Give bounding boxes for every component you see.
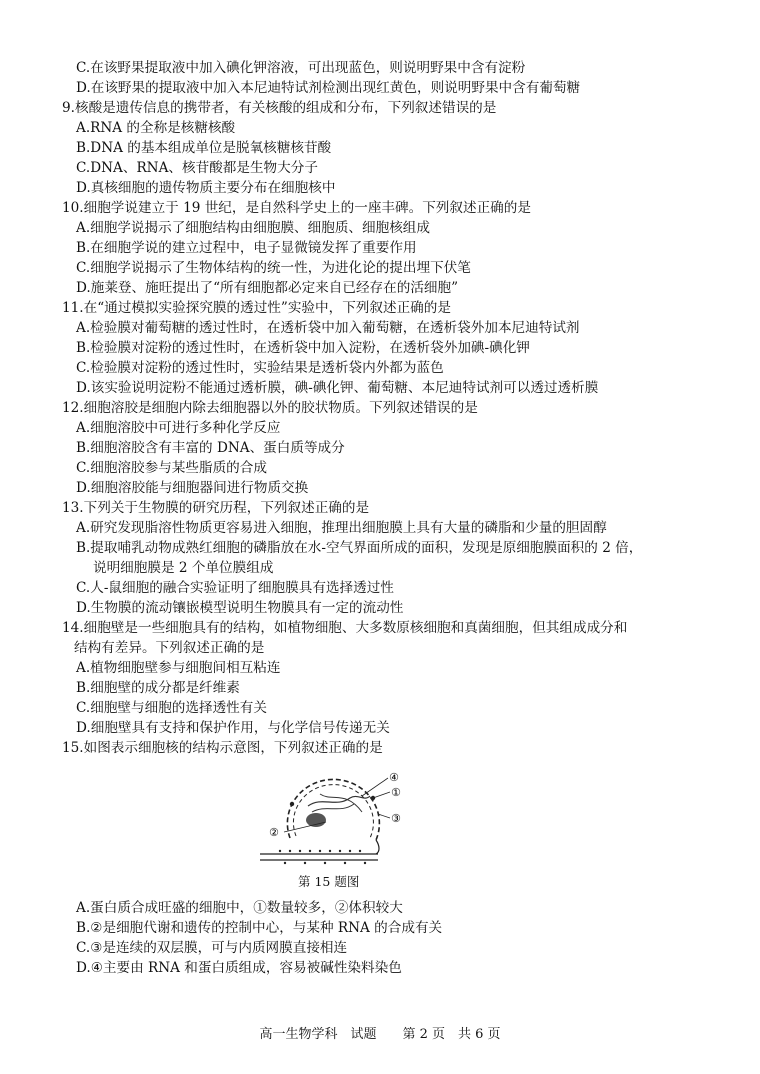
- q13-option-b-continued: 说明细胞膜是 2 个单位膜组成: [93, 560, 274, 576]
- figure-label-2: ②: [269, 826, 279, 839]
- q11-option-d: D.该实验说明淀粉不能通过透析膜，碘-碘化钾、葡萄糖、本尼迪特试剂可以透过透析膜: [76, 380, 599, 396]
- page-footer: 高一生物学科 试题 第 2 页 共 6 页: [259, 1027, 501, 1042]
- figure-label-1: ①: [391, 786, 401, 799]
- figure-label-3: ③: [391, 812, 401, 825]
- q10-option-d: D.施莱登、施旺提出了“所有细胞都必定来自已经存在的活细胞”: [76, 280, 459, 296]
- figure-caption: 第 15 题图: [298, 874, 360, 889]
- q14-option-b: B.细胞壁的成分都是纤维素: [76, 680, 240, 696]
- q8-option-c: C.在该野果提取液中加入碘化钾溶液，可出现蓝色，则说明野果中含有淀粉: [76, 60, 526, 76]
- q9-option-d: D.真核细胞的遗传物质主要分布在细胞核中: [76, 180, 336, 196]
- q14-option-a: A.植物细胞壁参与细胞间相互粘连: [76, 660, 281, 676]
- q12-option-a: A.细胞溶胶中可进行多种化学反应: [76, 420, 281, 436]
- q13-option-b: B.提取哺乳动物成熟红细胞的磷脂放在水-空气界面所成的面积，发现是原细胞膜面积的 2 倍，: [76, 540, 643, 556]
- nuclear-pore: [290, 802, 294, 806]
- nuclear-envelope-outer: [287, 779, 379, 840]
- q9-option-a: A.RNA 的全称是核糖核酸: [76, 120, 236, 136]
- q12-option-b: B.细胞溶胶含有丰富的 DNA、蛋白质等成分: [76, 440, 345, 456]
- q10-option-a: A.细胞学说揭示了细胞结构由细胞膜、细胞质、细胞核组成: [76, 220, 430, 236]
- question-10-stem: 10.细胞学说建立于 19 世纪，是自然科学史上的一座丰碑。下列叙述正确的是: [62, 200, 531, 216]
- q8-option-d: D.在该野果的提取液中加入本尼迪特试剂检测出现红黄色，则说明野果中含有葡萄糖: [76, 80, 581, 96]
- q15-option-a: A.蛋白质合成旺盛的细胞中，①数量较多，②体积较大: [76, 900, 403, 916]
- nucleus-diagram: [250, 768, 420, 868]
- question-9-stem: 9.核酸是遗传信息的携带者，有关核酸的组成和分布，下列叙述错误的是: [62, 100, 497, 116]
- q14-option-d: D.细胞壁具有支持和保护作用，与化学信号传递无关: [76, 720, 390, 736]
- q12-option-d: D.细胞溶胶能与细胞器间进行物质交换: [76, 480, 309, 496]
- ribosomes: [279, 850, 366, 864]
- q11-option-a: A.检验膜对葡萄糖的透过性时，在透析袋中加入葡萄糖，在透析袋外加本尼迪特试剂: [76, 320, 580, 336]
- question-11-stem: 11.在“通过模拟实验探究膜的透过性”实验中，下列叙述正确的是: [62, 300, 451, 316]
- question-12-stem: 12.细胞溶胶是细胞内除去细胞器以外的胶状物质。下列叙述错误的是: [62, 400, 478, 416]
- q13-option-c: C.人-鼠细胞的融合实验证明了细胞膜具有选择透过性: [76, 580, 394, 596]
- q13-option-d: D.生物膜的流动镶嵌模型说明生物膜具有一定的流动性: [76, 600, 404, 616]
- q9-option-c: C.DNA、RNA、核苷酸都是生物大分子: [76, 160, 318, 176]
- q9-option-b: B.DNA 的基本组成单位是脱氧核糖核苷酸: [76, 140, 332, 156]
- q11-option-b: B.检验膜对淀粉的透过性时，在透析袋中加入淀粉，在透析袋外加碘-碘化钾: [76, 340, 530, 356]
- q10-option-b: B.在细胞学说的建立过程中，电子显微镜发挥了重要作用: [76, 240, 417, 256]
- nucleolus: [306, 813, 326, 827]
- q15-option-d: D.④主要由 RNA 和蛋白质组成，容易被碱性染料染色: [76, 960, 402, 976]
- question-15-stem: 15.如图表示细胞核的结构示意图，下列叙述正确的是: [62, 740, 383, 756]
- question-14-stem: 14.细胞壁是一些细胞具有的结构，如植物细胞、大多数原核细胞和真菌细胞，但其组成成分和: [62, 620, 628, 636]
- figure-label-4: ④: [389, 771, 399, 784]
- q12-option-c: C.细胞溶胶参与某些脂质的合成: [76, 460, 267, 476]
- q15-option-c: C.③是连续的双层膜，可与内质网膜直接相连: [76, 940, 348, 956]
- q14-option-c: C.细胞壁与细胞的选择透性有关: [76, 700, 267, 716]
- q13-option-a: A.研究发现脂溶性物质更容易进入细胞，推理出细胞膜上具有大量的磷脂和少量的胆固醇: [76, 520, 607, 536]
- q15-option-b: B.②是细胞代谢和遗传的控制中心，与某种 RNA 的合成有关: [76, 920, 443, 936]
- question-14-stem-continued: 结构有差异。下列叙述正确的是: [74, 640, 265, 656]
- er-connection: [376, 840, 379, 854]
- question-13-stem: 13.下列关于生物膜的研究历程，下列叙述正确的是: [62, 500, 370, 516]
- chromatin: [312, 804, 354, 812]
- q11-option-c: C.检验膜对淀粉的透过性时，实验结果是透析袋内外都为蓝色: [76, 360, 444, 376]
- q10-option-c: C.细胞学说揭示了生物体结构的统一性，为进化论的提出埋下伏笔: [76, 260, 471, 276]
